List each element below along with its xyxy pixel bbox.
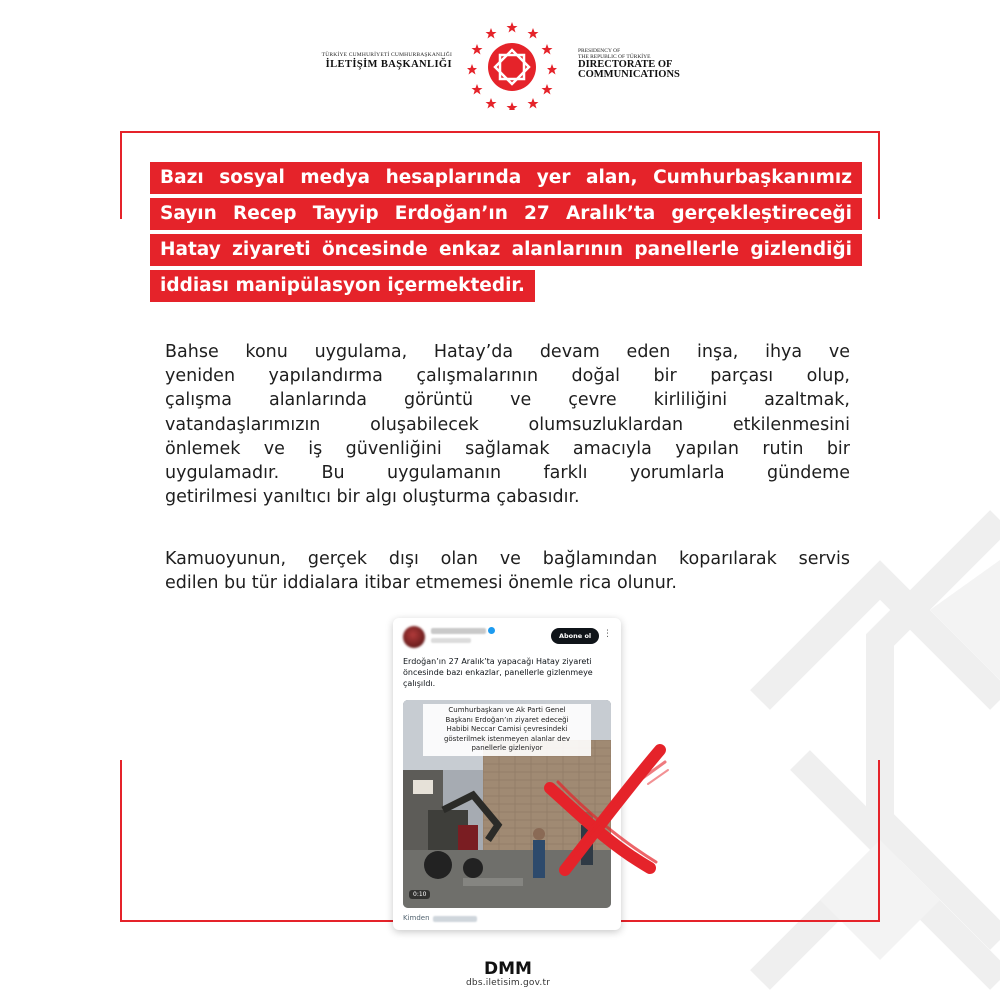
follow-button[interactable]: Abone ol (551, 628, 599, 644)
header-right-subtitle-1: PRESIDENCY OF (578, 48, 621, 54)
frame-left-line-bottom (120, 760, 122, 920)
tweet-text-line: öncesinde bazı enkazlar, panellerle gizlenmeye (403, 668, 593, 677)
dmm-logo-text: DMM (484, 959, 532, 977)
header-right-text (578, 48, 680, 80)
body-line: getirilmesi yanıltıcı bir algı oluşturma çabasıdır. (165, 487, 580, 508)
header (0, 20, 1000, 120)
dmm-logo (466, 959, 550, 977)
body-line: uygulamadır. Bu uygulamanın farklı yorumlarla gündeme (165, 463, 850, 484)
red-x-icon (540, 740, 670, 880)
caption-line: panellerle gizleniyor (471, 744, 543, 752)
headline-line-4: iddiası manipülasyon içermektedir. (150, 270, 535, 302)
frame-top-line (120, 131, 880, 133)
headline-line-1: Bazı sosyal medya hesaplarında yer alan, Cumhurbaşkanımız (150, 162, 862, 194)
header-right-title-1: DIRECTORATE OF (578, 59, 673, 70)
blurred-source (433, 916, 477, 922)
header-left-title: İLETİŞİM BAŞKANLIĞI (325, 59, 452, 70)
avatar (403, 626, 425, 648)
body-line: yeniden yapılandırma çalışmalarının doğal bir parçası olup, (165, 366, 850, 387)
headline-line-3: Hatay ziyareti öncesinde enkaz alanlarının panellerle gizlendiği (150, 234, 862, 266)
header-right-subtitle-2: THE REPUBLIC OF TÜRKİYE (578, 54, 651, 60)
frame-left-line (120, 131, 122, 219)
blurred-handle (431, 638, 471, 643)
frame-right-line-bottom (878, 760, 880, 920)
tweet-footer-label: Kimden (403, 914, 430, 922)
more-options-icon[interactable]: ⋮ (603, 629, 612, 639)
video-timestamp: 0:10 (409, 890, 430, 899)
body-line: Kamuoyunun, gerçek dışı olan ve bağlamından koparılarak servis (165, 549, 850, 569)
caption-line: Habibi Neccar Camisi çevresindeki (446, 725, 568, 733)
tweet-text (403, 656, 613, 689)
headline-line-2: Sayın Recep Tayyip Erdoğan’ın 27 Aralık’ta gerçekleştireceği (150, 198, 862, 230)
body-line: önlemek ve iş güvenliğini sağlamak amacıyla yapılan rutin bir (165, 438, 850, 459)
header-left-text (322, 52, 452, 70)
caption-line: Başkanı Erdoğan’ın ziyaret edeceği (445, 715, 569, 724)
headline (150, 162, 870, 306)
body-line: vatandaşlarımızın oluşabilecek olumsuzluklardan etkilenmesini (165, 414, 850, 435)
blurred-username (431, 628, 486, 634)
body-line: edilen bu tür iddialara itibar etmemesi önemle rica olunur. (165, 573, 677, 594)
frame-right-line-top (878, 131, 880, 219)
body-line: Bahse konu uygulama, Hatay’da devam eden inşa, ihya ve (165, 342, 850, 362)
verified-badge-icon (488, 627, 495, 634)
body-paragraph-2 (165, 547, 850, 595)
tweet-text-line: Erdoğan’ın 27 Aralık’ta yapacağı Hatay ziyareti (403, 657, 592, 666)
body-line: çalışma alanlarında görüntü ve çevre kirliliğini azaltmak, (165, 390, 850, 411)
body-paragraph-1 (165, 340, 850, 509)
footer-url[interactable]: dbs.iletisim.gov.tr (466, 978, 551, 988)
tweet-text-line: çalışıldı. (403, 679, 436, 688)
caption-line: Cumhurbaşkanı ve Ak Parti Genel (448, 706, 566, 714)
presidential-star-seal-icon (467, 20, 557, 110)
header-right-title-2: COMMUNICATIONS (578, 69, 680, 80)
header-left-subtitle: TÜRKİYE CUMHURİYETİ CUMHURBAŞKANLIĞI (321, 52, 452, 58)
caption-line: gösterilmek istenmeyen alanlar dev (443, 734, 571, 743)
